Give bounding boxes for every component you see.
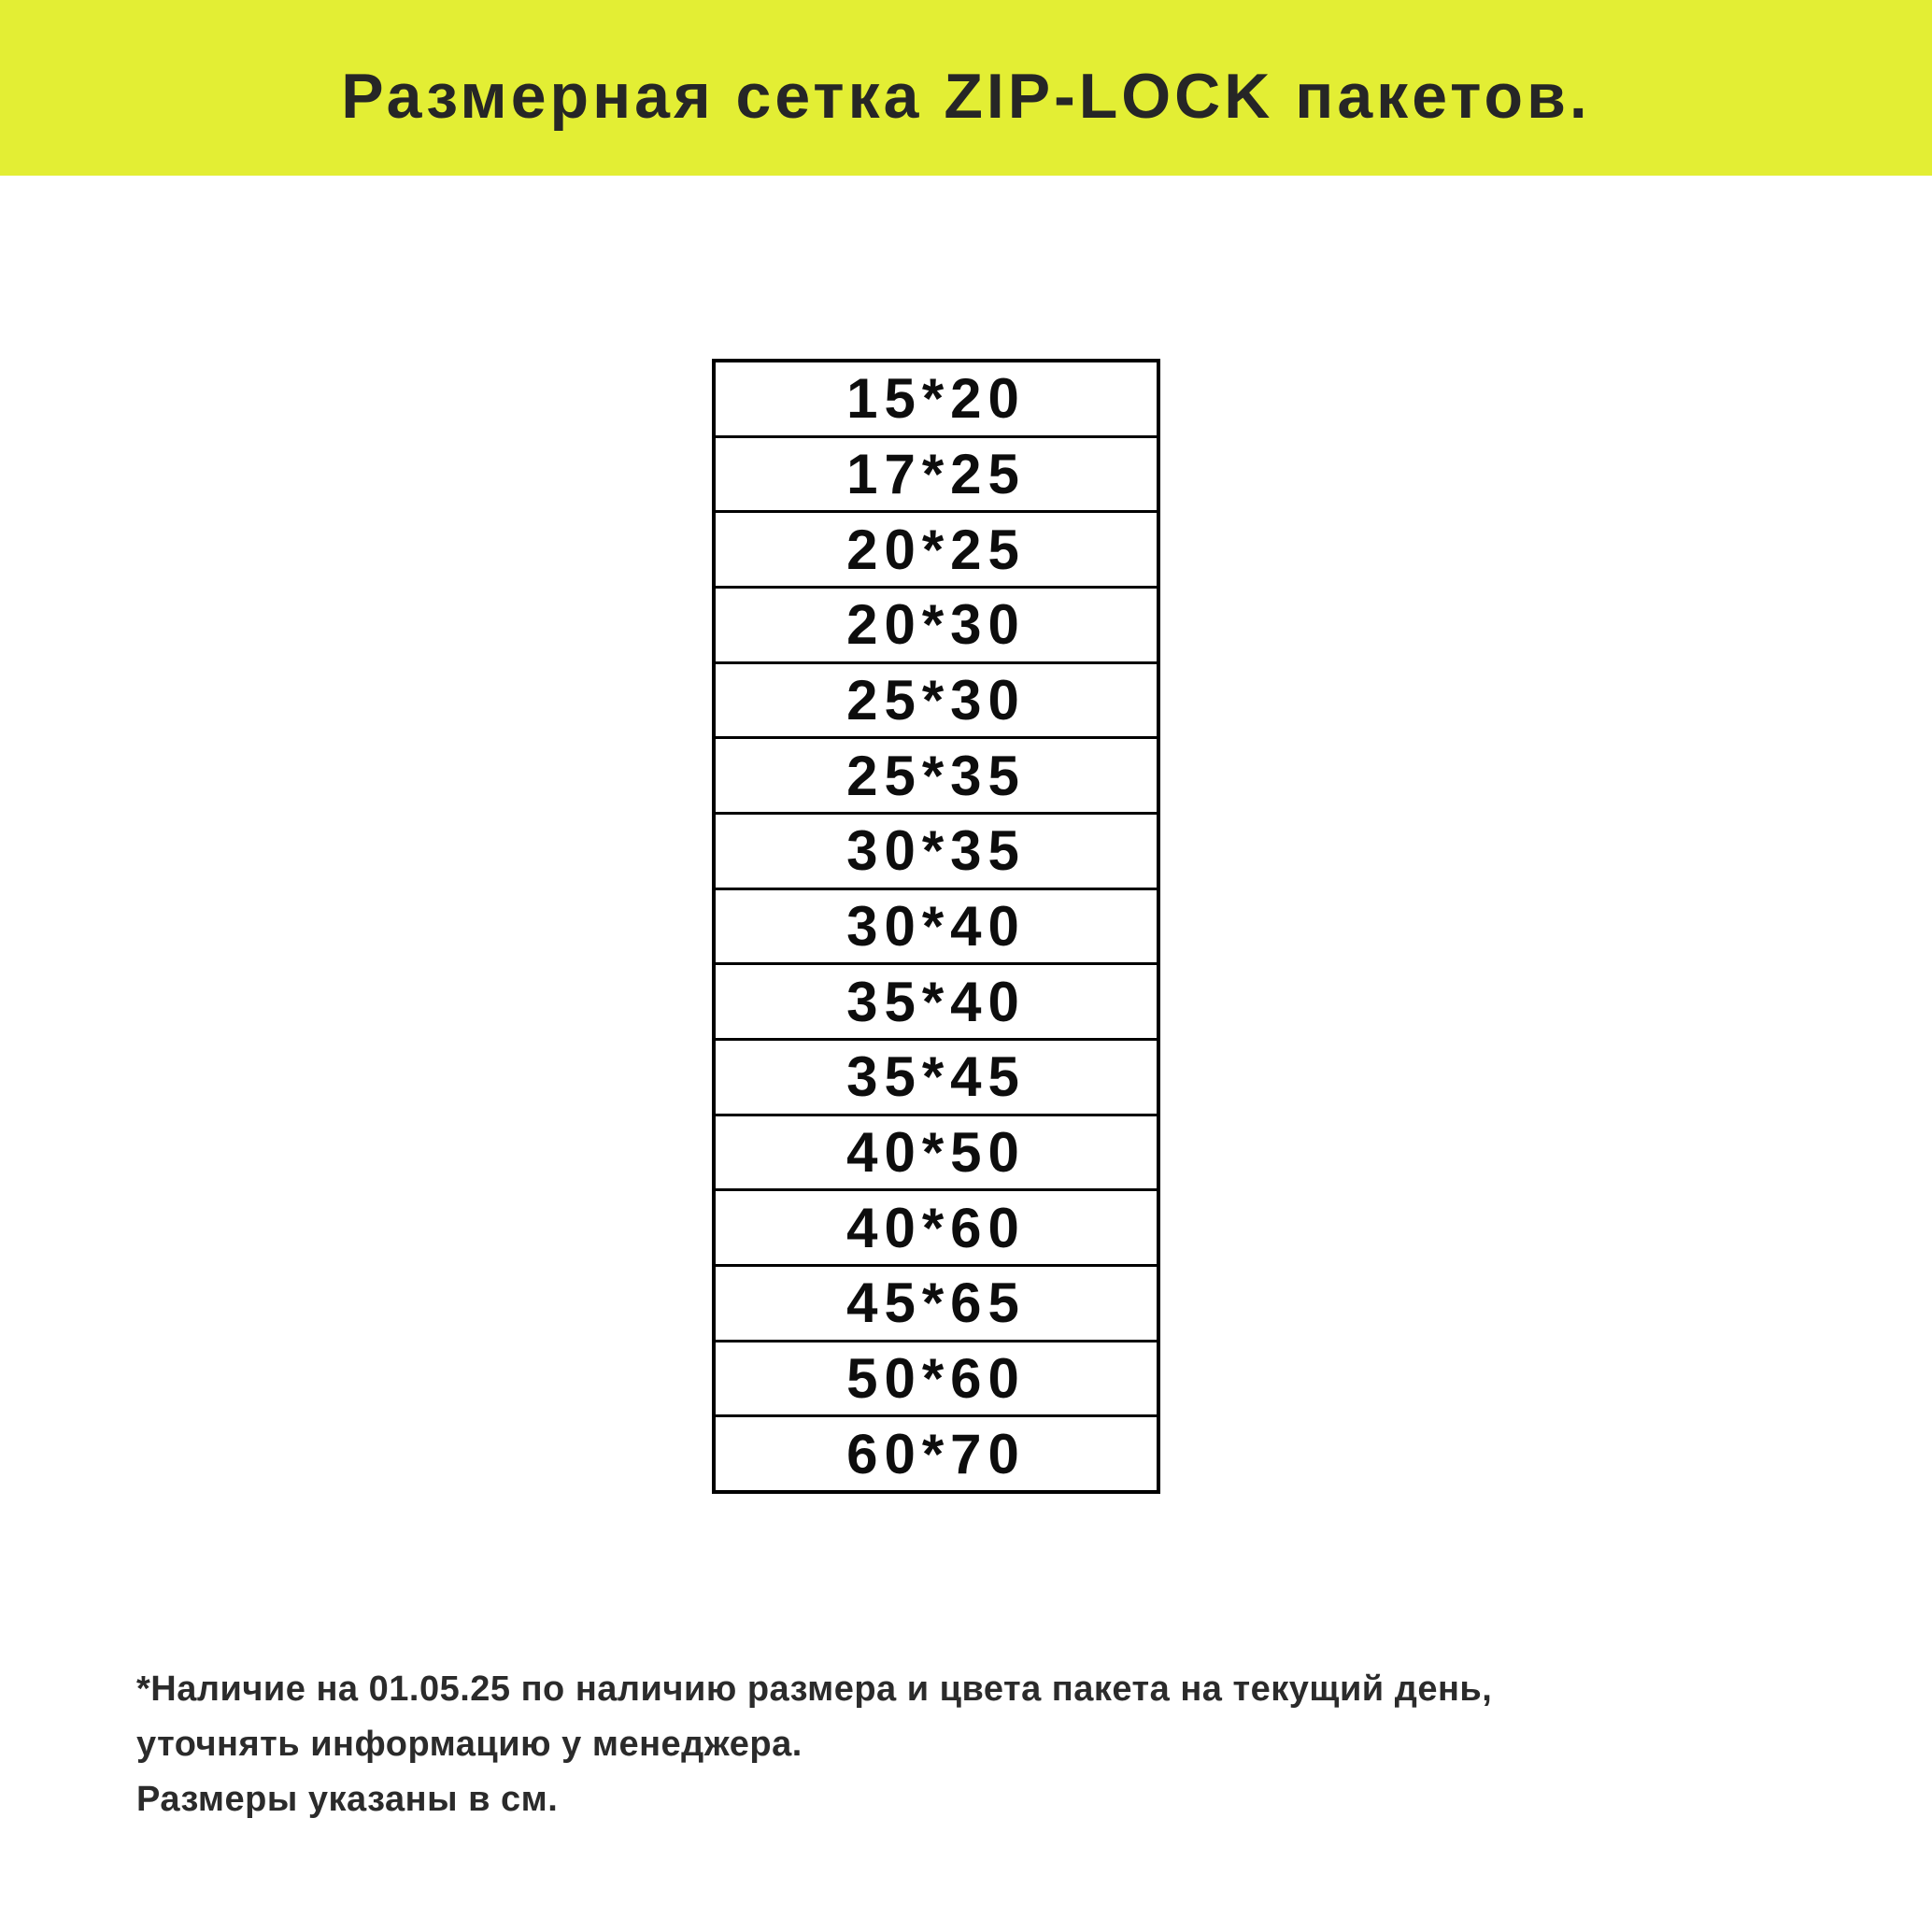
size-row: 25*35 xyxy=(716,739,1157,815)
size-row: 45*65 xyxy=(716,1267,1157,1342)
title-banner xyxy=(0,0,1932,176)
size-row: 30*40 xyxy=(716,890,1157,966)
footnote xyxy=(136,1662,1492,1827)
footnote-line: Размеры указаны в см. xyxy=(136,1780,559,1819)
size-row: 60*70 xyxy=(846,1422,1026,1485)
size-row: 40*60 xyxy=(716,1191,1157,1267)
size-row: 40*50 xyxy=(716,1116,1157,1192)
size-row: 20*25 xyxy=(716,513,1157,589)
page-title: Размерная сетка ZIP-LOCK пакетов. xyxy=(341,61,1591,132)
size-row: 20*30 xyxy=(716,589,1157,664)
size-row: 35*40 xyxy=(716,965,1157,1041)
size-row: 25*30 xyxy=(716,664,1157,740)
size-row: 35*45 xyxy=(716,1041,1157,1116)
size-row: 30*35 xyxy=(716,815,1157,890)
size-row: 50*60 xyxy=(716,1342,1157,1418)
size-row: 17*25 xyxy=(716,438,1157,514)
footnote-line: уточнять информацию у менеджера. xyxy=(136,1725,803,1764)
size-table xyxy=(712,359,1160,1494)
size-row: 15*20 xyxy=(716,362,1157,438)
footnote-line: *Наличие на 01.05.25 по наличию размера и цвета пакета на текущий день, xyxy=(136,1669,1493,1709)
